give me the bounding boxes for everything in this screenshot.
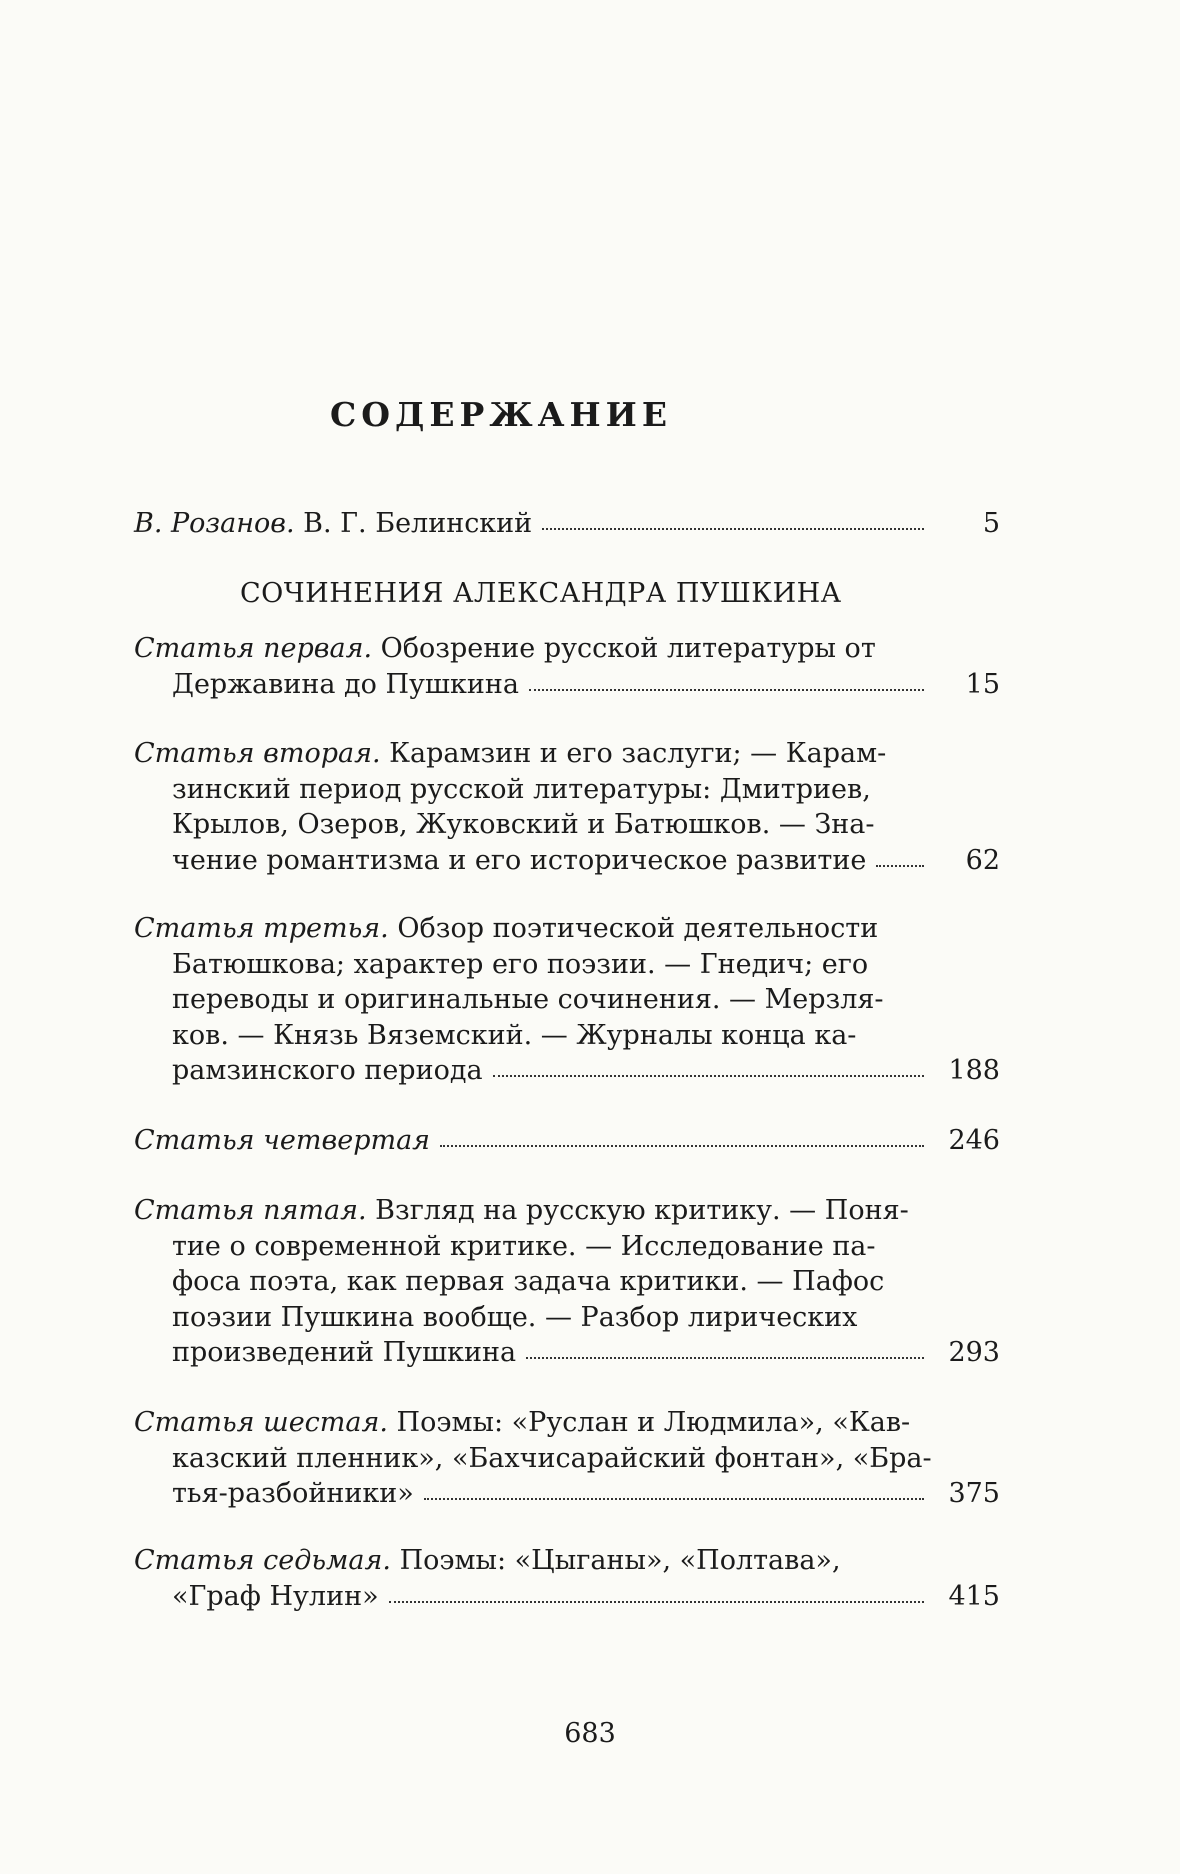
page-ref: 62: [965, 844, 1000, 876]
toc-entry-3[interactable]: [134, 911, 1000, 1089]
page-ref: 415: [948, 1580, 1000, 1612]
entry-author: В. Розанов.: [134, 508, 295, 539]
entry-text: фоса поэта, как первая задача критики. — Пафос: [172, 1266, 885, 1297]
dot-leader: [526, 1353, 924, 1359]
dot-leader: [542, 524, 924, 530]
entry-text: Взгляд на русскую критику. — Поня-: [366, 1195, 909, 1226]
entry-label: Статья шестая.: [134, 1407, 388, 1438]
page-ref: 293: [948, 1337, 1000, 1368]
entry-text: чение романтизма и его историческое развитие: [172, 844, 867, 876]
toc-entry-1[interactable]: [134, 631, 1000, 702]
page-title: СОДЕРЖАНИЕ: [330, 395, 673, 434]
dot-leader: [529, 685, 924, 691]
toc-entry-6[interactable]: [134, 1405, 1000, 1512]
entry-label: Статья четвертая: [134, 1125, 431, 1156]
entry-text: Батюшкова; характер его поэзии. — Гнедич; его: [172, 948, 869, 980]
dot-leader: [493, 1071, 924, 1077]
toc-entry-4[interactable]: [134, 1123, 1000, 1159]
entry-text: Обозрение русской литературы от: [372, 633, 876, 664]
entry-text: ков. — Князь Вяземский. — Журналы конца ка-: [172, 1019, 857, 1051]
entry-text: Обзор поэтической деятельности: [388, 913, 879, 944]
entry-label: Статья седьмая.: [134, 1545, 391, 1576]
entry-text: произведений Пушкина: [172, 1337, 517, 1368]
toc-line: [134, 506, 1000, 542]
toc-entry-7[interactable]: [134, 1543, 1000, 1614]
entry-text: «Граф Нулин»: [172, 1580, 379, 1612]
entry-text: поэзии Пушкина вообще. — Разбор лирических: [172, 1301, 858, 1333]
entry-text: казский пленник», «Бахчисарайский фонтан», «Бра-: [172, 1442, 932, 1474]
section-heading: СОЧИНЕНИЯ АЛЕКСАНДРА ПУШКИНА: [240, 578, 842, 609]
page-number: 683: [564, 1718, 616, 1749]
page-ref: 15: [965, 668, 1000, 700]
page-ref: 188: [948, 1055, 1000, 1086]
entry-title: В. Г. Белинский: [294, 508, 533, 539]
entry-text: переводы и оригинальные сочинения. — Мерзля-: [172, 984, 884, 1015]
entry-text: Поэмы: «Руслан и Людмила», «Кав-: [387, 1407, 911, 1438]
entry-text: Державина до Пушкина: [172, 668, 519, 700]
entry-text: зинский период русской литературы: Дмитриев,: [172, 773, 871, 805]
toc-entry-2[interactable]: [134, 736, 1000, 878]
page-ref: 246: [948, 1125, 1000, 1156]
entry-text: Крылов, Озеров, Жуковский и Батюшков. — Зна-: [172, 809, 875, 840]
entry-label: Статья пятая.: [134, 1195, 367, 1226]
entry-label: Статья первая.: [134, 633, 373, 664]
entry-label: Статья вторая.: [134, 738, 381, 769]
entry-text: Карамзин и его заслуги; — Карам-: [380, 738, 887, 769]
entry-text: рамзинского периода: [172, 1055, 483, 1086]
toc-entry-5[interactable]: [134, 1193, 1000, 1371]
page-ref: 375: [948, 1478, 1000, 1509]
dot-leader: [389, 1597, 924, 1603]
toc-entry-intro[interactable]: [134, 506, 1000, 542]
entry-label: Статья третья.: [134, 913, 389, 944]
entry-text: тья-разбойники»: [172, 1478, 414, 1509]
dot-leader: [876, 861, 924, 867]
entry-text: тие о современной критике. — Исследование па-: [172, 1230, 876, 1262]
dot-leader: [424, 1494, 924, 1500]
entry-text: Поэмы: «Цыганы», «Полтава»,: [390, 1545, 841, 1576]
dot-leader: [440, 1141, 924, 1147]
page-ref: 5: [982, 508, 1000, 539]
